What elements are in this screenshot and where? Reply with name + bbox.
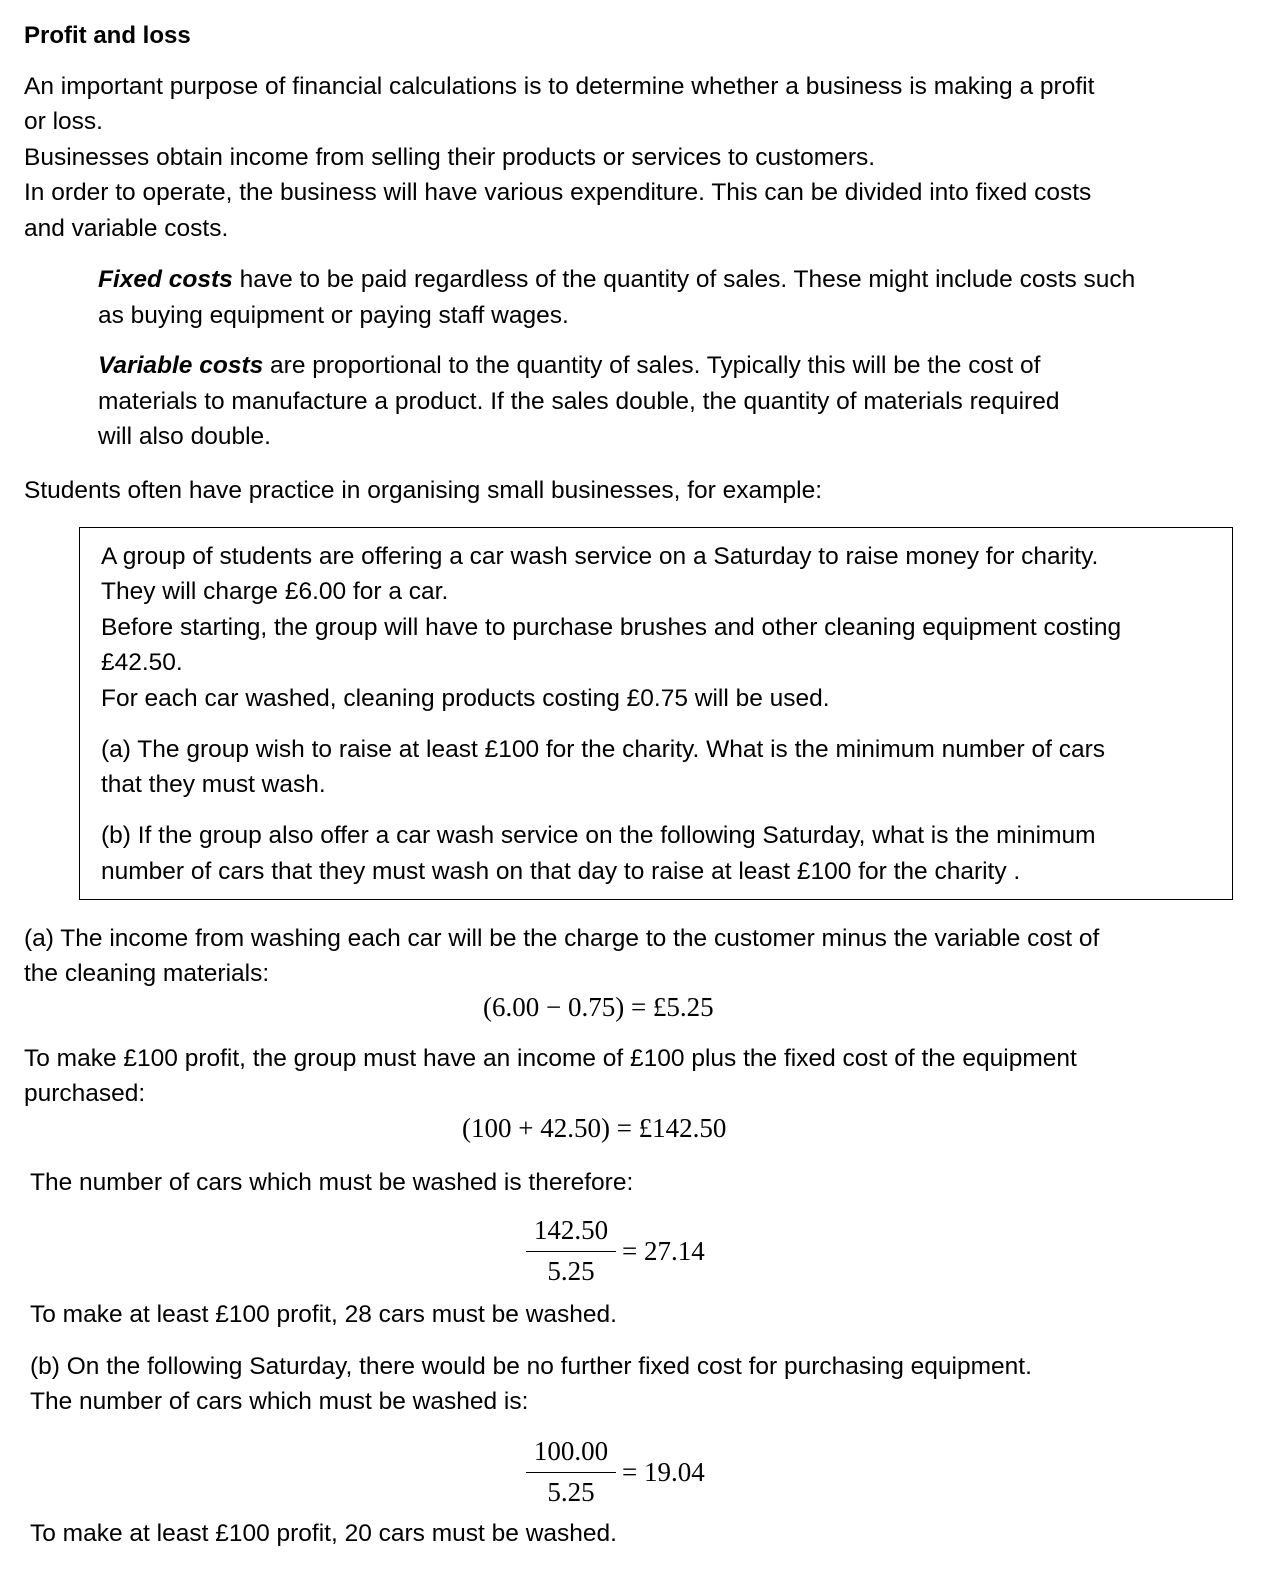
solution-a-line: (a) The income from washing each car will be the charge to the customer minus the variable cost of [24,925,1100,952]
variable-costs-line: materials to manufacture a product. If the sales double, the quantity of materials required [98,388,1060,415]
variable-costs-text: are proportional to the quantity of sales. Typically this will be the cost of [263,352,1041,379]
example-line: Before starting, the group will have to purchase brushes and other cleaning equipment costing [101,614,1122,641]
conclusion-b: To make at least £100 profit, 20 cars must be washed. [30,1520,617,1547]
variable-costs-term: Variable costs [98,352,264,379]
fraction-cars-b [526,1433,746,1513]
fraction-numerator: 100.00 [533,1436,609,1466]
profit-line: To make £100 profit, the group must have an income of £100 plus the fixed cost of the equipment [24,1045,1077,1072]
question-a-line: (a) The group wish to raise at least £100 for the charity. What is the minimum number of cars [101,736,1106,763]
intro-line: or loss. [24,108,103,135]
solution-b-line: The number of cars which must be washed is: [30,1388,529,1415]
intro-line: An important purpose of financial calculations is to determine whether a business is making a profit [24,73,1095,100]
solution-b-line: (b) On the following Saturday, there would be no further fixed cost for purchasing equipment. [30,1353,1032,1380]
intro-line: Businesses obtain income from selling their products or services to customers. [24,144,876,171]
equation-unit-income: (6.00 − 0.75) = £5.25 [483,992,714,1022]
fraction-denominator: 5.25 [547,1256,595,1286]
question-b-line: number of cars that they must wash on that day to raise at least £100 for the charity . [101,858,1021,885]
example-line: They will charge £6.00 for a car. [101,578,449,605]
solution-a-line: the cleaning materials: [24,960,270,987]
page-title: Profit and loss [24,22,191,49]
example-line: A group of students are offering a car wash service on a Saturday to raise money for charity. [101,543,1099,570]
fraction-result: = 27.14 [622,1236,705,1266]
fraction-numerator: 142.50 [533,1215,609,1245]
fixed-costs-term: Fixed costs [98,266,233,293]
equation-required-income: (100 + 42.50) = £142.50 [462,1113,727,1143]
profit-line: purchased: [24,1080,146,1107]
question-b-line: (b) If the group also offer a car wash service on the following Saturday, what is the minimum [101,822,1096,849]
fixed-costs-paragraph [98,262,1223,297]
example-line: For each car washed, cleaning products costing £0.75 will be used. [101,685,830,712]
cars-line: The number of cars which must be washed is therefore: [30,1169,634,1196]
question-a-line: that they must wash. [101,771,326,798]
conclusion-a: To make at least £100 profit, 28 cars must be washed. [30,1301,617,1328]
intro-line: In order to operate, the business will have various expenditure. This can be divided into fixed costs [24,179,1092,206]
fraction-bar [526,1472,616,1473]
intro-line: and variable costs. [24,215,229,242]
variable-costs-paragraph [98,348,1223,383]
example-line: £42.50. [101,649,183,676]
fraction-bar [526,1251,616,1252]
fraction-result: = 19.04 [622,1457,705,1487]
fraction-denominator: 5.25 [547,1477,595,1507]
fraction-cars-a [526,1212,746,1292]
students-line: Students often have practice in organising small businesses, for example: [24,477,823,504]
fixed-costs-text: have to be paid regardless of the quantity of sales. These might include costs such [232,266,1136,293]
variable-costs-line: will also double. [98,423,271,450]
fixed-costs-line: as buying equipment or paying staff wages. [98,302,569,329]
example-box [79,527,1233,900]
